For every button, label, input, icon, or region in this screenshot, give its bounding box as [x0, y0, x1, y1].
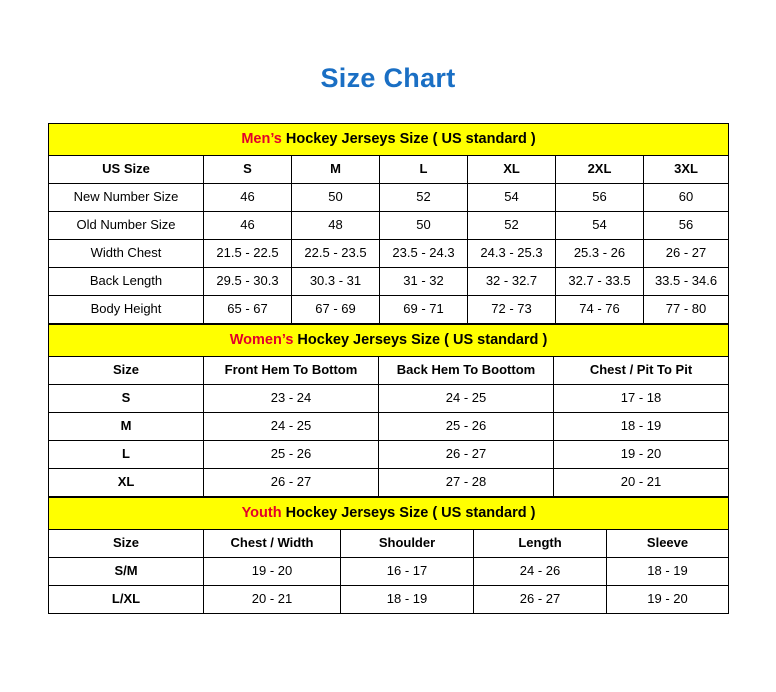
mens-col-header-4: XL: [468, 156, 556, 184]
mens-row-3-cell-6: 33.5 - 34.6: [644, 268, 729, 296]
mens-col-header-0: US Size: [49, 156, 204, 184]
youth-size-table: [48, 497, 729, 614]
womens-row-2-cell-2: 26 - 27: [379, 441, 554, 469]
mens-banner-rest: Hockey Jerseys Size ( US standard ): [281, 130, 536, 147]
table-row: [49, 268, 729, 296]
youth-row-1-cell-1: 20 - 21: [204, 586, 341, 614]
mens-col-header-2: M: [292, 156, 380, 184]
mens-row-3-cell-4: 32 - 32.7: [468, 268, 556, 296]
mens-row-2-cell-5: 25.3 - 26: [556, 240, 644, 268]
womens-row-2-label: L: [49, 441, 204, 469]
mens-row-3-cell-3: 31 - 32: [380, 268, 468, 296]
mens-row-4-label: Body Height: [49, 296, 204, 324]
mens-row-0-cell-6: 60: [644, 184, 729, 212]
womens-banner-rest: Hockey Jerseys Size ( US standard ): [293, 331, 548, 348]
mens-col-header-1: S: [204, 156, 292, 184]
table-row: [49, 385, 729, 413]
womens-col-header-2: Back Hem To Boottom: [379, 357, 554, 385]
womens-banner-row: [49, 325, 729, 357]
mens-row-4-cell-4: 72 - 73: [468, 296, 556, 324]
mens-row-1-cell-3: 50: [380, 212, 468, 240]
womens-header-row: [49, 357, 729, 385]
mens-col-header-6: 3XL: [644, 156, 729, 184]
mens-header-row: [49, 156, 729, 184]
youth-row-1-cell-4: 19 - 20: [607, 586, 729, 614]
youth-row-0-cell-1: 19 - 20: [204, 558, 341, 586]
mens-row-4-cell-2: 67 - 69: [292, 296, 380, 324]
mens-row-1-cell-1: 46: [204, 212, 292, 240]
mens-row-4-cell-3: 69 - 71: [380, 296, 468, 324]
womens-col-header-3: Chest / Pit To Pit: [554, 357, 729, 385]
youth-banner-cell: [49, 498, 729, 530]
mens-row-1-label: Old Number Size: [49, 212, 204, 240]
youth-row-1-cell-2: 18 - 19: [341, 586, 474, 614]
table-row: [49, 469, 729, 497]
youth-col-header-2: Shoulder: [341, 530, 474, 558]
youth-row-0-cell-4: 18 - 19: [607, 558, 729, 586]
mens-row-2-cell-3: 23.5 - 24.3: [380, 240, 468, 268]
mens-row-4-cell-5: 74 - 76: [556, 296, 644, 324]
mens-row-3-cell-5: 32.7 - 33.5: [556, 268, 644, 296]
mens-banner-cell: [49, 124, 729, 156]
mens-row-0-cell-5: 56: [556, 184, 644, 212]
youth-banner-rest: Hockey Jerseys Size ( US standard ): [281, 504, 536, 521]
mens-row-2-cell-2: 22.5 - 23.5: [292, 240, 380, 268]
youth-row-0-label: S/M: [49, 558, 204, 586]
mens-row-4-cell-1: 65 - 67: [204, 296, 292, 324]
youth-col-header-1: Chest / Width: [204, 530, 341, 558]
table-row: [49, 441, 729, 469]
mens-row-0-cell-4: 54: [468, 184, 556, 212]
womens-row-3-cell-1: 26 - 27: [204, 469, 379, 497]
page-title: Size Chart: [320, 63, 456, 93]
youth-row-0-cell-2: 16 - 17: [341, 558, 474, 586]
mens-row-4-cell-6: 77 - 80: [644, 296, 729, 324]
youth-header-row: [49, 530, 729, 558]
mens-size-table: [48, 123, 729, 324]
womens-row-1-cell-1: 24 - 25: [204, 413, 379, 441]
womens-row-3-cell-2: 27 - 28: [379, 469, 554, 497]
youth-banner-accent: Youth: [241, 504, 282, 521]
youth-banner-row: [49, 498, 729, 530]
womens-row-1-cell-3: 18 - 19: [554, 413, 729, 441]
table-row: [49, 413, 729, 441]
womens-row-0-cell-3: 17 - 18: [554, 385, 729, 413]
womens-row-0-cell-1: 23 - 24: [204, 385, 379, 413]
womens-col-header-0: Size: [49, 357, 204, 385]
mens-row-2-label: Width Chest: [49, 240, 204, 268]
womens-row-3-cell-3: 20 - 21: [554, 469, 729, 497]
mens-banner-accent: Men’s: [241, 130, 282, 147]
mens-row-3-cell-1: 29.5 - 30.3: [204, 268, 292, 296]
mens-row-0-cell-1: 46: [204, 184, 292, 212]
table-row: [49, 586, 729, 614]
mens-row-0-cell-3: 52: [380, 184, 468, 212]
mens-row-0-cell-2: 50: [292, 184, 380, 212]
mens-col-header-5: 2XL: [556, 156, 644, 184]
youth-row-1-cell-3: 26 - 27: [474, 586, 607, 614]
womens-row-1-cell-2: 25 - 26: [379, 413, 554, 441]
youth-row-0-cell-3: 24 - 26: [474, 558, 607, 586]
table-row: [49, 558, 729, 586]
womens-row-1-label: M: [49, 413, 204, 441]
mens-row-3-cell-2: 30.3 - 31: [292, 268, 380, 296]
womens-row-2-cell-1: 25 - 26: [204, 441, 379, 469]
womens-row-2-cell-3: 19 - 20: [554, 441, 729, 469]
youth-row-1-label: L/XL: [49, 586, 204, 614]
youth-col-header-3: Length: [474, 530, 607, 558]
table-row: [49, 240, 729, 268]
mens-row-3-label: Back Length: [49, 268, 204, 296]
table-row: [49, 184, 729, 212]
womens-col-header-1: Front Hem To Bottom: [204, 357, 379, 385]
mens-row-2-cell-6: 26 - 27: [644, 240, 729, 268]
womens-banner-cell: [49, 325, 729, 357]
womens-row-0-cell-2: 24 - 25: [379, 385, 554, 413]
mens-row-1-cell-4: 52: [468, 212, 556, 240]
mens-row-1-cell-6: 56: [644, 212, 729, 240]
mens-row-2-cell-1: 21.5 - 22.5: [204, 240, 292, 268]
mens-row-1-cell-5: 54: [556, 212, 644, 240]
mens-banner-row: [49, 124, 729, 156]
womens-row-3-label: XL: [49, 469, 204, 497]
youth-col-header-0: Size: [49, 530, 204, 558]
youth-col-header-4: Sleeve: [607, 530, 729, 558]
table-row: [49, 212, 729, 240]
womens-size-table: [48, 324, 729, 497]
size-tables: [48, 123, 728, 614]
mens-row-0-label: New Number Size: [49, 184, 204, 212]
mens-row-2-cell-4: 24.3 - 25.3: [468, 240, 556, 268]
womens-row-0-label: S: [49, 385, 204, 413]
table-row: [49, 296, 729, 324]
womens-banner-accent: Women’s: [229, 331, 294, 348]
mens-row-1-cell-2: 48: [292, 212, 380, 240]
mens-col-header-3: L: [380, 156, 468, 184]
